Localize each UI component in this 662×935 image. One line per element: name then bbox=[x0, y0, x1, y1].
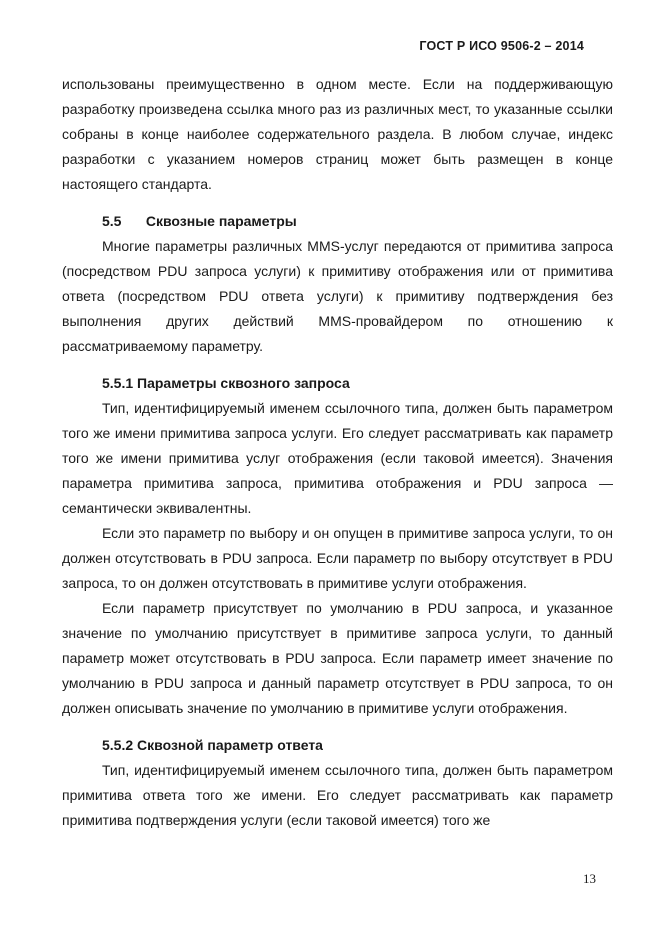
section-number: 5.5.1 bbox=[102, 375, 134, 391]
section-number: 5.5 bbox=[102, 213, 122, 229]
section-title: Параметры сквозного запроса bbox=[137, 375, 350, 391]
section-title: Сквозные параметры bbox=[145, 213, 297, 229]
section-heading-5-5-1 bbox=[62, 371, 613, 396]
section-number: 5.5.2 bbox=[102, 737, 134, 753]
paragraph: Тип, идентифицируемый именем ссылочного типа, должен быть параметром того же имени примитива запроса услуги. Его следует рассматривать как параметр того же имени примитива услуг отображения (если таковой имеется). Значения параметра примитива запроса, примитива отображения и PDU запроса — семантически эквивалентны. bbox=[62, 400, 613, 516]
document-body bbox=[62, 72, 613, 833]
standard-header: ГОСТ Р ИСО 9506-2 – 2014 bbox=[419, 39, 584, 53]
paragraph: Многие параметры различных MMS-услуг передаются от примитива запроса (посредством PDU запроса услуги) к примитиву отображения или от примитива ответа (посредством PDU ответа услуги) к примитиву подтверждения без выполнения других действий MMS-провайдером по отношению к рассматриваемому параметру. bbox=[62, 238, 613, 354]
paragraph: Тип, идентифицируемый именем ссылочного типа, должен быть параметром примитива ответа того же имени. Его следует рассматривать как параметр примитива подтверждения услуги (если таковой имеется) того же bbox=[62, 762, 613, 828]
section-title: Сквозной параметр ответа bbox=[137, 737, 323, 753]
paragraph: Если это параметр по выбору и он опущен в примитиве запроса услуги, то он должен отсутствовать в PDU запроса. Если параметр по выбору отсутствует в PDU запроса, то он должен отсутствовать в примитиве услуги отображения. bbox=[62, 525, 613, 591]
paragraph: Если параметр присутствует по умолчанию в PDU запроса, и указанное значение по умолчанию присутствует в примитиве запроса услуги, то данный параметр может отсутствовать в PDU запроса. Если параметр имеет значение по умолчанию в PDU запроса и данный параметр отсутствует в PDU запроса, то он должен описывать значение по умолчанию в примитиве услуги отображения. bbox=[62, 600, 613, 716]
section-heading-5-5-2 bbox=[62, 733, 613, 758]
section-heading-5-5 bbox=[62, 209, 613, 234]
page-number: 13 bbox=[583, 871, 596, 886]
paragraph: использованы преимущественно в одном месте. Если на поддерживающую разработку произведена ссылка много раз из различных мест, то указанные ссылки собраны в конце наиболее содержательного раздела. В любом случае, индекс разработки с указанием номеров страниц может быть размещен в конце настоящего стандарта. bbox=[62, 76, 613, 192]
